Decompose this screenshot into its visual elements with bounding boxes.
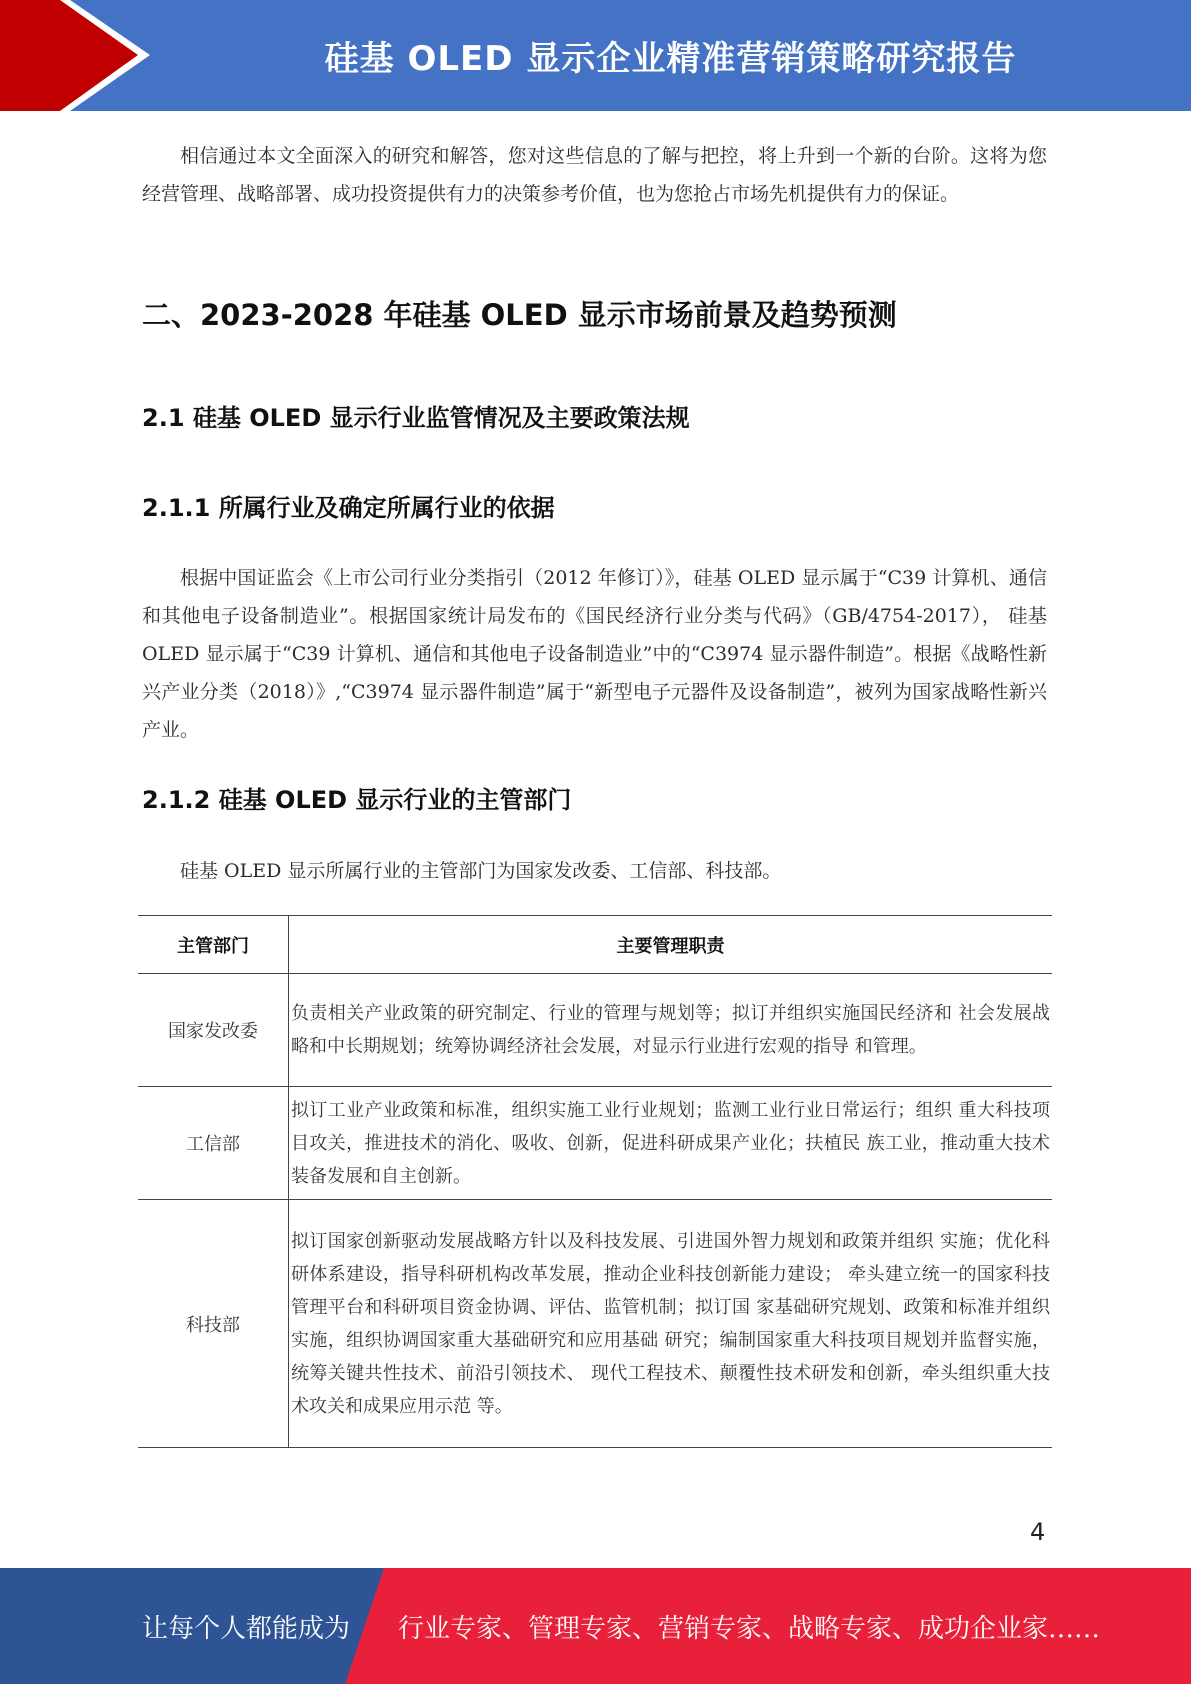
table-cell-duty: 拟订国家创新驱动发展战略方针以及科技发展、引进国外智力规划和政策并组织 实施；优化科研体系建设，指导科研机构改革发展，推动企业科技创新能力建设； 牵头建立统一的国家科技管理平台和科研项目资金协调、评估、监管机制；拟订国 家基础研究规划、政策和标准并组织实施，组织协调国家重大基础研究和应用基础 研究；编制国家重大科技项目规划并监督实施，统筹关键共性技术、前沿引领技术、 现代工程技术、颠覆性技术研发和创新，牵头组织重大技术攻关和成果应用示范 等。 (289, 1200, 1053, 1448)
authority-block (142, 852, 1047, 890)
table-cell-dept: 科技部 (138, 1200, 289, 1448)
table-row (138, 974, 1052, 1087)
page-number: 4 (1030, 1518, 1046, 1546)
subsection-title-2-1-1: 2.1.1 所属行业及确定所属行业的依据 (142, 494, 555, 522)
table-cell-dept: 国家发改委 (138, 974, 289, 1087)
intro-block (142, 137, 1047, 213)
industry-basis-block (142, 559, 1047, 749)
page-footer (0, 1568, 1191, 1684)
page-header (0, 0, 1191, 111)
table-header-duty: 主要管理职责 (289, 916, 1053, 974)
subsection-title-2-1-2: 2.1.2 硅基 OLED 显示行业的主管部门 (142, 786, 572, 814)
authority-table (138, 915, 1052, 1448)
header-title: 硅基 OLED 显示企业精准营销策略研究报告 (324, 39, 1017, 79)
table-row (138, 1087, 1052, 1200)
table-cell-dept: 工信部 (138, 1087, 289, 1200)
table-header-row (138, 916, 1052, 974)
authority-paragraph: 硅基 OLED 显示所属行业的主管部门为国家发改委、工信部、科技部。 (180, 860, 782, 882)
industry-basis-paragraph: 根据中国证监会《上市公司行业分类指引（2012 年修订）》，硅基 OLED 显示属于“C39 计算机、通信和其他电子设备制造业”。根据国家统计局发布的《国民经济行业分类与代码》（GB/4754-2017）， 硅基 OLED 显示属于“C39 计算机、通信和其他电子设备制造业”中的“C3974 显示器件制造”。根据《战略性新兴产业分类（2018）》,“C3974 显示器件制造”属于“新型电子元器件及设备制造”，被列为国家战略性新兴产业。 (142, 567, 1047, 741)
intro-paragraph: 相信通过本文全面深入的研究和解答，您对这些信息的了解与把控，将上升到一个新的台阶。这将为您经营管理、战略部署、成功投资提供有力的决策参考价值，也为您抢占市场先机提供有力的保证。 (142, 145, 1047, 205)
footer-slogan-left: 让每个人都能成为 (142, 1613, 351, 1644)
table-header-dept: 主管部门 (138, 916, 289, 974)
table-cell-duty: 负责相关产业政策的研究制定、行业的管理与规划等；拟订并组织实施国民经济和 社会发展战略和中长期规划；统筹协调经济社会发展，对显示行业进行宏观的指导 和管理。 (289, 974, 1053, 1087)
table-row (138, 1200, 1052, 1448)
header-arrow-decoration (0, 0, 160, 111)
section-title: 二、2023-2028 年硅基 OLED 显示市场前景及趋势预测 (142, 298, 897, 332)
subsection-title-2-1: 2.1 硅基 OLED 显示行业监管情况及主要政策法规 (142, 404, 690, 432)
footer-slogan-right: 行业专家、管理专家、营销专家、战略专家、成功企业家…… (398, 1613, 1101, 1644)
table-cell-duty: 拟订工业产业政策和标准，组织实施工业行业规划；监测工业行业日常运行；组织 重大科技项目攻关，推进技术的消化、吸收、创新，促进科研成果产业化；扶植民 族工业，推动重大技术装备发展和自主创新。 (289, 1087, 1053, 1200)
